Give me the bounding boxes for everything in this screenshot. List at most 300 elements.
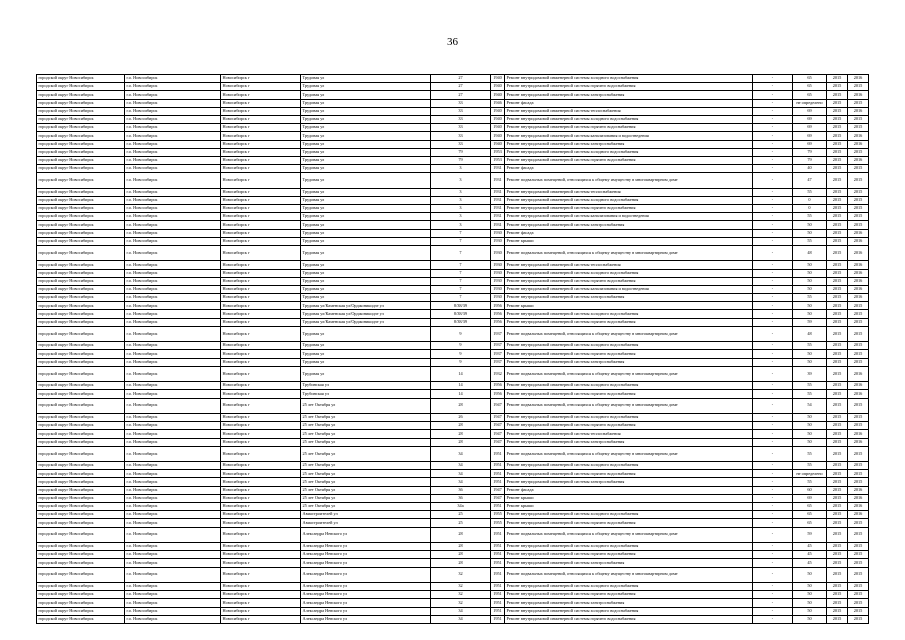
cell-municipality: городской округ Новосибирск [37,124,125,132]
cell-municipality: городской округ Новосибирск [37,75,125,83]
table-row [37,358,869,366]
table-row [37,124,869,132]
cell-year-to: 2015 [848,213,869,221]
cell-cost: 50 [793,582,827,590]
cell-dash: - [753,486,793,494]
cell-locality: Новосибирск г [221,173,301,188]
cell-street: Александра Невского ул [301,551,431,559]
cell-work-type: Ремонт внутридомовой инженерной системы теплоснабжения [505,107,753,115]
cell-dash: - [753,221,793,229]
cell-work-type: Ремонт фасада [505,229,753,237]
table-row [37,277,869,285]
cell-year-from: 2015 [827,165,848,173]
cell-locality: Новосибирск г [221,148,301,156]
cell-cost: 48 [793,326,827,341]
cell-house-number: 32 [431,582,491,590]
cell-municipality: городской округ Новосибирск [37,582,125,590]
cell-dash: - [753,342,793,350]
table-row [37,107,869,115]
cell-year-from: 2015 [827,237,848,245]
cell-street: Александра Невского ул [301,527,431,542]
cell-locality: Новосибирск г [221,156,301,164]
cell-locality: Новосибирск г [221,75,301,83]
cell-build-year: 1931 [491,188,505,196]
cell-year-to: 2016 [848,277,869,285]
cell-dash: - [753,438,793,446]
cell-work-type: Ремонт внутридомовой инженерной системы электроснабжения [505,478,753,486]
cell-year-from: 2015 [827,124,848,132]
table-row [37,390,869,398]
cell-build-year: 1940 [491,91,505,99]
cell-build-year: 1931 [491,205,505,213]
table-row [37,519,869,527]
cell-year-to: 2015 [848,559,869,567]
cell-settlement: г.о. Новосибирск [125,599,221,607]
cell-build-year: 1947 [491,422,505,430]
table-row [37,188,869,196]
cell-work-type: Ремонт подвальных помещений, относящихся к общему имуществу в многоквартирном доме [505,398,753,413]
cell-work-type: Ремонт внутридомовой инженерной системы горячего водоснабжения [505,551,753,559]
cell-street: 25 лет Октября ул [301,494,431,502]
cell-work-type: Ремонт фасада [505,165,753,173]
cell-build-year: 1951 [491,559,505,567]
cell-house-number: 28 [431,551,491,559]
cell-work-type: Ремонт внутридомовой инженерной системы горячего водоснабжения [505,470,753,478]
cell-house-number: 9 [431,326,491,341]
cell-cost: 55 [793,294,827,302]
cell-house-number: 28 [431,559,491,567]
cell-cost: 50 [793,221,827,229]
cell-dash: - [753,591,793,599]
cell-settlement: г.о. Новосибирск [125,83,221,91]
cell-year-from: 2015 [827,205,848,213]
cell-cost: 55 [793,462,827,470]
cell-year-from: 2015 [827,91,848,99]
cell-build-year: 1951 [491,503,505,511]
cell-year-to: 2015 [848,470,869,478]
cell-street: Авиастроителей ул [301,511,431,519]
table-row [37,91,869,99]
cell-settlement: г.о. Новосибирск [125,413,221,421]
cell-work-type: Ремонт внутридомовой инженерной системы холодного водоснабжения [505,462,753,470]
cell-work-type: Ремонт внутридомовой инженерной системы канализования и водоотведения [505,213,753,221]
cell-year-from: 2015 [827,294,848,302]
cell-house-number: 33 [431,124,491,132]
cell-year-to: 2016 [848,494,869,502]
cell-dash: - [753,213,793,221]
cell-cost: 50 [793,302,827,310]
cell-settlement: г.о. Новосибирск [125,326,221,341]
cell-street: Трудовая ул [301,173,431,188]
cell-year-to: 2015 [848,422,869,430]
cell-cost: 59 [793,527,827,542]
cell-settlement: г.о. Новосибирск [125,221,221,229]
cell-street: Трудовая ул [301,83,431,91]
table-row [37,478,869,486]
cell-settlement: г.о. Новосибирск [125,165,221,173]
table-row [37,615,869,623]
cell-cost: 65 [793,91,827,99]
cell-build-year: 1940 [491,124,505,132]
cell-house-number: 14 [431,382,491,390]
cell-dash: - [753,390,793,398]
cell-settlement: г.о. Новосибирск [125,107,221,115]
cell-year-to: 2015 [848,615,869,623]
cell-year-to: 2015 [848,318,869,326]
cell-year-to: 2015 [848,599,869,607]
cell-cost: 69 [793,494,827,502]
cell-dash: - [753,132,793,140]
cell-year-from: 2015 [827,422,848,430]
table-row [37,213,869,221]
cell-year-from: 2015 [827,83,848,91]
cell-year-from: 2015 [827,446,848,461]
cell-build-year: 1955 [491,519,505,527]
cell-cost: 50 [793,567,827,582]
table-row [37,551,869,559]
cell-municipality: городской округ Новосибирск [37,221,125,229]
cell-municipality: городской округ Новосибирск [37,326,125,341]
cell-house-number: 32 [431,591,491,599]
cell-settlement: г.о. Новосибирск [125,310,221,318]
cell-cost: 69 [793,115,827,123]
cell-locality: Новосибирск г [221,542,301,550]
cell-year-to: 2016 [848,245,869,260]
cell-build-year: 1953 [491,156,505,164]
table-row [37,438,869,446]
cell-year-from: 2015 [827,326,848,341]
cell-municipality: городской округ Новосибирск [37,140,125,148]
cell-street: Трудовая ул [301,124,431,132]
cell-year-to: 2016 [848,390,869,398]
cell-cost: 54 [793,398,827,413]
cell-street: 25 лет Октября ул [301,438,431,446]
table-row [37,486,869,494]
cell-year-from: 2015 [827,567,848,582]
cell-dash: - [753,422,793,430]
cell-year-from: 2015 [827,140,848,148]
cell-cost: 50 [793,358,827,366]
cell-locality: Новосибирск г [221,470,301,478]
cell-work-type: Ремонт внутридомовой инженерной системы теплоснабжения [505,261,753,269]
cell-year-to: 2015 [848,302,869,310]
cell-cost: 69 [793,124,827,132]
cell-work-type: Ремонт внутридомовой инженерной системы горячего водоснабжения [505,591,753,599]
table-row [37,494,869,502]
cell-house-number: 7 [431,245,491,260]
cell-work-type: Ремонт внутридомовой инженерной системы горячего водоснабжения [505,205,753,213]
cell-year-to: 2015 [848,551,869,559]
cell-street: Александра Невского ул [301,582,431,590]
table-row [37,503,869,511]
table-row [37,245,869,260]
cell-year-to: 2015 [848,83,869,91]
cell-locality: Новосибирск г [221,277,301,285]
cell-build-year: 1951 [491,551,505,559]
cell-street: Александра Невского ул [301,567,431,582]
cell-dash: - [753,294,793,302]
cell-locality: Новосибирск г [221,390,301,398]
cell-municipality: городской округ Новосибирск [37,156,125,164]
cell-year-to: 2015 [848,196,869,204]
cell-year-from: 2015 [827,470,848,478]
cell-street: Трудовая ул [301,342,431,350]
cell-work-type: Ремонт внутридомовой инженерной системы электроснабжения [505,438,753,446]
cell-work-type: Ремонт внутридомовой инженерной системы холодного водоснабжения [505,382,753,390]
cell-dash: - [753,205,793,213]
cell-dash: - [753,99,793,107]
cell-year-to: 2016 [848,438,869,446]
table-row [37,302,869,310]
table-row [37,470,869,478]
table-row [37,567,869,582]
cell-year-to: 2016 [848,430,869,438]
cell-settlement: г.о. Новосибирск [125,582,221,590]
cell-year-from: 2015 [827,75,848,83]
cell-street: Трудовая ул [301,269,431,277]
cell-year-from: 2015 [827,342,848,350]
cell-cost: 50 [793,591,827,599]
cell-municipality: городской округ Новосибирск [37,99,125,107]
cell-house-number: 3 [431,173,491,188]
cell-dash: - [753,559,793,567]
cell-house-number: 32 [431,599,491,607]
cell-locality: Новосибирск г [221,196,301,204]
cell-work-type: Ремонт внутридомовой инженерной системы электроснабжения [505,221,753,229]
cell-dash: - [753,350,793,358]
table-row [37,366,869,381]
cell-settlement: г.о. Новосибирск [125,503,221,511]
cell-build-year: 1930 [491,285,505,293]
cell-municipality: городской округ Новосибирск [37,607,125,615]
cell-settlement: г.о. Новосибирск [125,438,221,446]
table-row [37,318,869,326]
cell-settlement: г.о. Новосибирск [125,478,221,486]
cell-build-year: 1931 [491,196,505,204]
cell-build-year: 1937 [491,350,505,358]
cell-street: Александра Невского ул [301,559,431,567]
cell-house-number: 33 [431,140,491,148]
cell-build-year: 1951 [491,470,505,478]
cell-dash: - [753,75,793,83]
cell-locality: Новосибирск г [221,486,301,494]
cell-municipality: городской округ Новосибирск [37,398,125,413]
table-row [37,607,869,615]
cell-year-to: 2015 [848,350,869,358]
table-row [37,462,869,470]
table-row [37,413,869,421]
cell-build-year: 1951 [491,599,505,607]
cell-build-year: 1940 [491,132,505,140]
cell-build-year: 1940 [491,75,505,83]
cell-street: Трудовая ул [301,107,431,115]
cell-house-number: 34 [431,470,491,478]
cell-year-to: 2015 [848,519,869,527]
cell-house-number: 7 [431,269,491,277]
cell-year-to: 2016 [848,91,869,99]
cell-settlement: г.о. Новосибирск [125,567,221,582]
cell-house-number: 34 [431,607,491,615]
cell-settlement: г.о. Новосибирск [125,462,221,470]
cell-house-number: 28 [431,422,491,430]
cell-settlement: г.о. Новосибирск [125,382,221,390]
table-row [37,269,869,277]
cell-year-to: 2016 [848,261,869,269]
cell-year-from: 2015 [827,413,848,421]
cell-house-number: 27 [431,83,491,91]
cell-year-from: 2015 [827,438,848,446]
cell-house-number: 7 [431,237,491,245]
cell-settlement: г.о. Новосибирск [125,237,221,245]
cell-locality: Новосибирск г [221,91,301,99]
cell-street: 25 лет Октября ул [301,430,431,438]
table-row [37,83,869,91]
table-row [37,446,869,461]
cell-year-to: 2015 [848,527,869,542]
cell-cost: 60 [793,486,827,494]
cell-municipality: городской округ Новосибирск [37,173,125,188]
cell-locality: Новосибирск г [221,430,301,438]
cell-dash: - [753,148,793,156]
cell-work-type: Ремонт подвальных помещений, относящихся к общему имуществу в многоквартирном доме [505,446,753,461]
cell-build-year: 1931 [491,221,505,229]
cell-year-to: 2015 [848,205,869,213]
cell-year-from: 2015 [827,430,848,438]
cell-year-from: 2015 [827,148,848,156]
cell-house-number: 28 [431,430,491,438]
cell-settlement: г.о. Новосибирск [125,302,221,310]
cell-work-type: Ремонт внутридомовой инженерной системы холодного водоснабжения [505,607,753,615]
cell-settlement: г.о. Новосибирск [125,358,221,366]
cell-dash: - [753,245,793,260]
cell-municipality: городской округ Новосибирск [37,188,125,196]
cell-settlement: г.о. Новосибирск [125,542,221,550]
cell-year-from: 2015 [827,245,848,260]
cell-year-to: 2015 [848,462,869,470]
table-row [37,422,869,430]
cell-municipality: городской округ Новосибирск [37,470,125,478]
cell-dash: - [753,607,793,615]
cell-cost: 50 [793,599,827,607]
cell-build-year: 1947 [491,398,505,413]
cell-cost: 50 [793,438,827,446]
cell-house-number: 7 [431,261,491,269]
cell-street: 25 лет Октября ул [301,462,431,470]
cell-settlement: г.о. Новосибирск [125,229,221,237]
cell-work-type: Ремонт внутридомовой инженерной системы горячего водоснабжения [505,390,753,398]
cell-municipality: городской округ Новосибирск [37,503,125,511]
cell-settlement: г.о. Новосибирск [125,527,221,542]
cell-year-to: 2015 [848,165,869,173]
cell-work-type: Ремонт внутридомовой инженерной системы электроснабжения [505,294,753,302]
cell-house-number: 3 [431,188,491,196]
cell-year-from: 2015 [827,221,848,229]
cell-year-to: 2016 [848,503,869,511]
cell-locality: Новосибирск г [221,413,301,421]
cell-house-number: 7 [431,285,491,293]
cell-year-from: 2015 [827,582,848,590]
cell-year-to: 2016 [848,75,869,83]
cell-street: Трудовая ул [301,350,431,358]
cell-build-year: 1940 [491,83,505,91]
cell-municipality: городской округ Новосибирск [37,446,125,461]
cell-house-number: 3 [431,221,491,229]
cell-locality: Новосибирск г [221,446,301,461]
cell-year-to: 2015 [848,115,869,123]
cell-build-year: 1937 [491,342,505,350]
cell-cost: 47 [793,173,827,188]
cell-street: Трудовая ул [301,132,431,140]
cell-locality: Новосибирск г [221,551,301,559]
cell-work-type: Ремонт крыши [505,237,753,245]
cell-cost: 69 [793,107,827,115]
cell-work-type: Ремонт внутридомовой инженерной системы холодного водоснабжения [505,148,753,156]
cell-house-number: 79 [431,148,491,156]
table-row [37,75,869,83]
cell-locality: Новосибирск г [221,205,301,213]
cell-build-year: 1953 [491,148,505,156]
cell-street: Трудовая ул [301,91,431,99]
table-row [37,205,869,213]
cell-year-from: 2015 [827,156,848,164]
cell-dash: - [753,229,793,237]
table-row [37,294,869,302]
cell-street: Трудовая ул [301,205,431,213]
cell-build-year: 1930 [491,269,505,277]
cell-cost: 50 [793,430,827,438]
cell-municipality: городской округ Новосибирск [37,559,125,567]
cell-settlement: г.о. Новосибирск [125,366,221,381]
cell-dash: - [753,277,793,285]
cell-year-to: 2016 [848,366,869,381]
cell-house-number: 3 [431,196,491,204]
cell-year-to: 2016 [848,229,869,237]
table-row [37,221,869,229]
cell-settlement: г.о. Новосибирск [125,511,221,519]
cell-year-from: 2015 [827,229,848,237]
cell-cost: 50 [793,350,827,358]
cell-house-number: 25 [431,519,491,527]
cell-street: Авиастроителей ул [301,519,431,527]
cell-street: Трудовая ул [301,221,431,229]
cell-street: 25 лет Октября ул [301,478,431,486]
cell-house-number: 3 [431,213,491,221]
cell-street: Трудовая ул [301,115,431,123]
cell-dash: - [753,188,793,196]
cell-settlement: г.о. Новосибирск [125,99,221,107]
cell-dash: - [753,366,793,381]
cell-municipality: городской округ Новосибирск [37,519,125,527]
cell-year-to: 2015 [848,567,869,582]
cell-house-number: 7 [431,229,491,237]
cell-street: Трудовая ул [301,140,431,148]
cell-locality: Новосибирск г [221,165,301,173]
cell-dash: - [753,83,793,91]
cell-dash: - [753,398,793,413]
table-row [37,261,869,269]
cell-year-from: 2015 [827,188,848,196]
table-row [37,140,869,148]
cell-settlement: г.о. Новосибирск [125,559,221,567]
cell-year-from: 2015 [827,213,848,221]
table-row [37,591,869,599]
cell-build-year: 1940 [491,115,505,123]
cell-cost: 50 [793,413,827,421]
cell-build-year: 1951 [491,591,505,599]
cell-locality: Новосибирск г [221,422,301,430]
cell-locality: Новосибирск г [221,83,301,91]
cell-build-year: 1947 [491,438,505,446]
